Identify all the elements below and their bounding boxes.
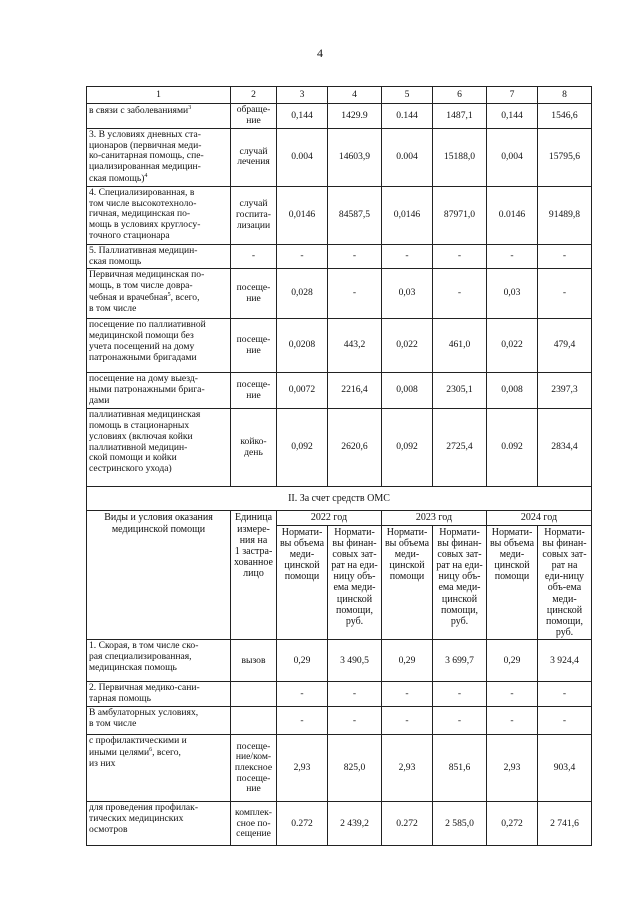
table-row: [87, 409, 592, 487]
unit-cell: комплек- сное по- сещение: [231, 802, 277, 846]
value-cell: 825,0: [328, 735, 382, 802]
unit-cell: посеще- ние: [231, 373, 277, 409]
column-number: 7: [487, 87, 538, 104]
value-cell: 479,4: [538, 319, 592, 373]
value-cell: 87971,0: [433, 186, 487, 244]
normatives-table: [86, 86, 592, 846]
value-cell: 461,0: [433, 319, 487, 373]
footnote-ref: 3: [188, 105, 192, 111]
header-row-years: [87, 511, 592, 525]
row-label: В амбулаторных условиях, в том числе: [87, 707, 231, 735]
value-cell: 0.004: [382, 129, 433, 187]
row-label: 3. В условиях дневных ста- ционаров (первичная меди- ко-санитарная помощь, спе- циализированная медицин- ская помощь)$^4$: [87, 129, 231, 187]
unit-cell: посеще- ние: [231, 319, 277, 373]
value-cell: 0,29: [277, 640, 328, 682]
value-cell: 0,022: [382, 319, 433, 373]
value-cell: 0.144: [382, 104, 433, 129]
value-cell: -: [382, 244, 433, 268]
value-cell: -: [538, 682, 592, 707]
unit-cell: вызов: [231, 640, 277, 682]
table-row: [87, 104, 592, 129]
value-cell: -: [538, 269, 592, 319]
row-label: посещение на дому выезд- ными патронажными брига- дами: [87, 373, 231, 409]
column-number: 5: [382, 87, 433, 104]
section-title: II. За счет средств ОМС: [87, 487, 592, 511]
value-cell: 2 439,2: [328, 802, 382, 846]
value-cell: 0,0072: [277, 373, 328, 409]
table-row: [87, 682, 592, 707]
column-number: 4: [328, 87, 382, 104]
value-cell: 15795,6: [538, 129, 592, 187]
value-cell: -: [487, 682, 538, 707]
table-row: [87, 186, 592, 244]
value-cell: 84587,5: [328, 186, 382, 244]
unit-cell: посеще- ние/ком- плексное посеще- ние: [231, 735, 277, 802]
value-cell: 1429.9: [328, 104, 382, 129]
value-cell: -: [277, 707, 328, 735]
header-norm-cost: Нормати- вы финан- совых зат- рат на еди-ницу объ-ема меди- цинской помощи, руб.: [538, 525, 592, 640]
footnote-ref: 5: [167, 291, 171, 298]
header-norm-volume: Нормати- вы объема меди- цинской помощи: [382, 525, 433, 640]
value-cell: 0,03: [487, 269, 538, 319]
value-cell: -: [433, 707, 487, 735]
footnote-ref: 4: [144, 172, 148, 179]
value-cell: 0,29: [382, 640, 433, 682]
header-types: Виды и условия оказания медицинской помощи: [87, 511, 231, 640]
column-number: 3: [277, 87, 328, 104]
value-cell: -: [277, 682, 328, 707]
value-cell: 3 490,5: [328, 640, 382, 682]
value-cell: 0,03: [382, 269, 433, 319]
value-cell: 0.272: [277, 802, 328, 846]
value-cell: 0,092: [382, 409, 433, 487]
value-cell: -: [328, 707, 382, 735]
value-cell: -: [328, 682, 382, 707]
row-label: для проведения профилак- тических медицинских осмотров: [87, 802, 231, 846]
value-cell: 2 585,0: [433, 802, 487, 846]
unit-cell: обраще- ние: [231, 104, 277, 129]
value-cell: 0,144: [277, 104, 328, 129]
column-number: 2: [231, 87, 277, 104]
footnote-ref: 6: [149, 747, 153, 754]
value-cell: -: [433, 682, 487, 707]
value-cell: 3 924,4: [538, 640, 592, 682]
header-norm-cost: Нормати- вы финан- совых зат- рат на еди- ницу объ- ема меди- цинской помощи, руб.: [328, 525, 382, 640]
table-row: [87, 373, 592, 409]
row-label: 2. Первичная медико-сани- тарная помощь: [87, 682, 231, 707]
value-cell: 0,272: [487, 802, 538, 846]
value-cell: -: [538, 707, 592, 735]
value-cell: 2397,3: [538, 373, 592, 409]
table-row: [87, 319, 592, 373]
page-number: 4: [317, 46, 323, 60]
value-cell: 91489,8: [538, 186, 592, 244]
value-cell: -: [328, 269, 382, 319]
row-label: с профилактическими и иными целями$^6$, всего, из них: [87, 735, 231, 802]
value-cell: 0.0146: [487, 186, 538, 244]
value-cell: 2834,4: [538, 409, 592, 487]
section-row: [87, 487, 592, 511]
column-numbers-row: [87, 87, 592, 104]
unit-cell: случай лечения: [231, 129, 277, 187]
value-cell: 0,0146: [277, 186, 328, 244]
header-norm-cost: Нормати- вы финан- совых зат- рат на еди- ницу объ- ема меди- цинской помощи, руб.: [433, 525, 487, 640]
value-cell: 0,29: [487, 640, 538, 682]
unit-cell: [231, 682, 277, 707]
value-cell: 1487,1: [433, 104, 487, 129]
value-cell: 0,008: [382, 373, 433, 409]
value-cell: 2,93: [277, 735, 328, 802]
unit-cell: [231, 707, 277, 735]
header-year: 2022 год: [277, 511, 382, 525]
header-norm-volume: Нормати- вы объема меди- цинской помощи: [277, 525, 328, 640]
value-cell: 2,93: [382, 735, 433, 802]
unit-cell: -: [231, 244, 277, 268]
value-cell: 0.272: [382, 802, 433, 846]
value-cell: 443,2: [328, 319, 382, 373]
row-label: паллиативная медицинская помощь в стационарных условиях (включая койки паллиативной медицин- ской помощи и койки сестринского ухода): [87, 409, 231, 487]
value-cell: 0,004: [487, 129, 538, 187]
unit-cell: посеще- ние: [231, 269, 277, 319]
table-row: [87, 129, 592, 187]
value-cell: 0,092: [277, 409, 328, 487]
value-cell: 2725,4: [433, 409, 487, 487]
value-cell: -: [487, 707, 538, 735]
row-label: Первичная медицинская по- мощь, в том числе довра- чебная и врачебная$^5$, всего, в том числе: [87, 269, 231, 319]
value-cell: 15188,0: [433, 129, 487, 187]
value-cell: -: [487, 244, 538, 268]
table-row: [87, 802, 592, 846]
value-cell: -: [277, 244, 328, 268]
table-row: [87, 707, 592, 735]
value-cell: 2,93: [487, 735, 538, 802]
value-cell: -: [328, 244, 382, 268]
value-cell: 0,008: [487, 373, 538, 409]
row-label: 1. Скорая, в том числе ско- рая специализированная, медицинская помощь: [87, 640, 231, 682]
value-cell: 0,0208: [277, 319, 328, 373]
column-number: 6: [433, 87, 487, 104]
unit-cell: койко- день: [231, 409, 277, 487]
header-norm-volume: Нормати- вы объема меди- цинской помощи: [487, 525, 538, 640]
value-cell: 851,6: [433, 735, 487, 802]
row-label: в связи с заболеваниями$^3$: [87, 104, 231, 129]
value-cell: 0,0146: [382, 186, 433, 244]
value-cell: -: [382, 682, 433, 707]
value-cell: -: [433, 244, 487, 268]
value-cell: 1546,6: [538, 104, 592, 129]
value-cell: 14603,9: [328, 129, 382, 187]
header-year: 2023 год: [382, 511, 487, 525]
row-label: посещение по паллиативной медицинской помощи без учета посещений на дому патронажными бригадами: [87, 319, 231, 373]
value-cell: 0.004: [277, 129, 328, 187]
header-unit: Единица измере- ния на 1 застра- хованное лицо: [231, 511, 277, 640]
value-cell: -: [538, 244, 592, 268]
value-cell: 2216,4: [328, 373, 382, 409]
unit-cell: случай госпита- лизации: [231, 186, 277, 244]
value-cell: 0,144: [487, 104, 538, 129]
table-row: [87, 244, 592, 268]
value-cell: 2620,6: [328, 409, 382, 487]
header-year: 2024 год: [487, 511, 592, 525]
table-row: [87, 735, 592, 802]
value-cell: 0,028: [277, 269, 328, 319]
value-cell: 0.092: [487, 409, 538, 487]
table-row: [87, 269, 592, 319]
value-cell: 3 699,7: [433, 640, 487, 682]
value-cell: 903,4: [538, 735, 592, 802]
value-cell: 0,022: [487, 319, 538, 373]
row-label: 4. Специализированная, в том числе высокотехноло- гичная, медицинская по- мощь в условиях круглосу- точного стационара: [87, 186, 231, 244]
value-cell: -: [382, 707, 433, 735]
value-cell: -: [433, 269, 487, 319]
table-row: [87, 640, 592, 682]
column-number: 1: [87, 87, 231, 104]
value-cell: 2305,1: [433, 373, 487, 409]
column-number: 8: [538, 87, 592, 104]
value-cell: 2 741,6: [538, 802, 592, 846]
row-label: 5. Паллиативная медицин- ская помощь: [87, 244, 231, 268]
